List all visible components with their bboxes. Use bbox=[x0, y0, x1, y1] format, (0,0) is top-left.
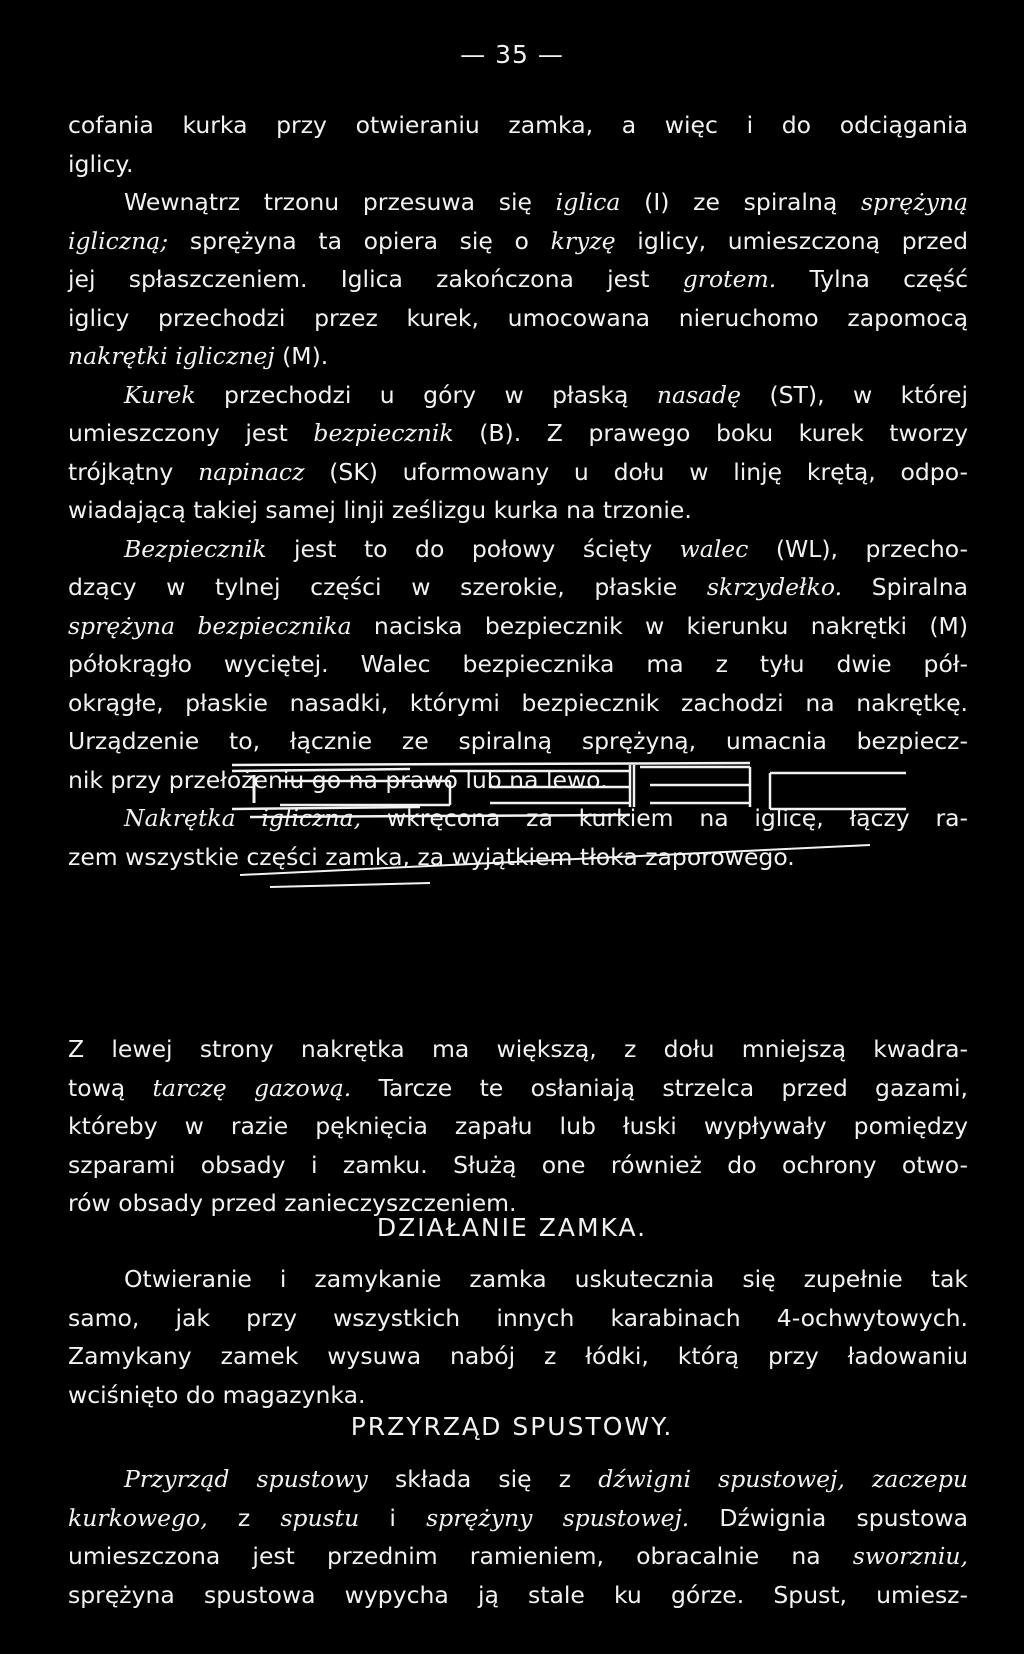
text-line bbox=[68, 1107, 968, 1146]
text-line bbox=[68, 376, 968, 415]
text-run: któreby w razie pęknięcia zapału lub łuski wypływały pomiędzy bbox=[68, 1112, 968, 1140]
italic-term: Przyrząd spustowy bbox=[124, 1465, 368, 1493]
section-heading-action: DZIAŁANIE ZAMKA. bbox=[376, 1213, 648, 1242]
text-run: umieszczony jest bbox=[68, 419, 314, 447]
text-line bbox=[68, 491, 968, 530]
italic-term: kurkowego, bbox=[68, 1503, 208, 1532]
italic-term: bezpiecznik bbox=[313, 419, 454, 447]
text-line bbox=[68, 1576, 968, 1615]
text-run: Dźwignia spustowa bbox=[689, 1503, 968, 1532]
text-line bbox=[68, 1069, 968, 1108]
text-run: (WL), przecho- bbox=[748, 534, 968, 563]
text-run: trójkątny bbox=[68, 457, 199, 486]
text-block-middle bbox=[68, 1030, 968, 1223]
text-line bbox=[68, 453, 968, 492]
italic-term: nakrętki iglicznej bbox=[68, 342, 275, 370]
text-run: i bbox=[359, 1503, 427, 1532]
text-run: półokrągło wyciętej. Walec bezpiecznika ma z tyłu dwie pół- bbox=[68, 650, 968, 678]
page-number: — 35 — bbox=[460, 40, 564, 69]
italic-term: napinacz bbox=[198, 457, 305, 486]
text-run: (B). Z prawego boku kurek tworzy bbox=[453, 419, 968, 447]
text-line bbox=[68, 1030, 968, 1069]
text-run: (ST), w której bbox=[741, 380, 968, 409]
italic-term: sworzniu, bbox=[852, 1542, 968, 1570]
text-run: sprężyna spustowa wypycha ją stale ku górze. Spust, umiesz- bbox=[68, 1580, 968, 1609]
text-run: (M). bbox=[274, 342, 329, 370]
text-line bbox=[68, 260, 968, 299]
italic-term: igliczną; bbox=[68, 226, 169, 255]
text-run: umieszczona jest przednim ramieniem, obracalnie na bbox=[68, 1542, 853, 1570]
italic-term: spustu bbox=[280, 1503, 360, 1532]
text-run: samo, jak przy wszystkich innych karabinach 4-ochwytowych. bbox=[68, 1303, 968, 1332]
text-run: przechodzi u góry w płaską bbox=[195, 380, 657, 409]
text-line bbox=[68, 607, 968, 646]
italic-term: Nakrętka igliczna, bbox=[124, 804, 362, 832]
text-run: składa się z bbox=[367, 1465, 599, 1493]
text-run: Wewnątrz trzonu przesuwa się bbox=[124, 188, 556, 216]
text-line bbox=[68, 568, 968, 607]
text-run: Spiralna bbox=[842, 573, 968, 601]
text-run: wkręcona za kurkiem na iglicę, łączy ra- bbox=[361, 804, 968, 832]
text-run: (I) ze spiralną bbox=[620, 188, 861, 216]
italic-term: grotem. bbox=[682, 265, 777, 293]
italic-term: Kurek bbox=[124, 380, 196, 409]
text-line bbox=[68, 1146, 968, 1185]
text-line bbox=[68, 414, 968, 453]
text-run: (SK) uformowany u dołu w linję krętą, odpo- bbox=[304, 457, 968, 486]
italic-term: sprężyna bezpiecznika bbox=[68, 611, 352, 640]
italic-term: kryzę bbox=[550, 226, 616, 255]
firing-pin-figure bbox=[230, 745, 920, 910]
text-line bbox=[68, 1537, 968, 1576]
text-block-trigger bbox=[68, 1460, 968, 1614]
text-line bbox=[68, 1460, 968, 1499]
text-run: cofania kurka przy otwieraniu zamka, a więc i do odciągania bbox=[68, 111, 968, 139]
text-line bbox=[68, 684, 968, 723]
text-line bbox=[68, 106, 968, 145]
text-run: wiadającą takiej samej linji ześlizgu kurka na trzonie. bbox=[68, 496, 692, 524]
figure-line bbox=[240, 845, 870, 875]
text-line bbox=[68, 145, 968, 184]
text-line bbox=[68, 1299, 968, 1338]
italic-term: walec bbox=[679, 534, 749, 563]
text-line bbox=[68, 183, 968, 222]
italic-term: sprężyny spustowej. bbox=[426, 1503, 690, 1532]
text-line bbox=[68, 1337, 968, 1376]
italic-term: sprężyną bbox=[860, 188, 968, 216]
text-run: dzący w tylnej części w szerokie, płaskie bbox=[68, 573, 707, 601]
figure-line bbox=[232, 807, 420, 809]
text-run: Urządzenie to, łącznie ze spiralną sprężyną, umacnia bezpiecz- bbox=[68, 727, 968, 755]
figure-line bbox=[232, 769, 410, 771]
italic-term: iglica bbox=[555, 188, 621, 216]
text-run: sprężyna ta opiera się o bbox=[168, 226, 551, 255]
italic-term: nasadę bbox=[656, 380, 742, 409]
italic-term: dźwigni spustowej, zaczepu bbox=[598, 1465, 968, 1493]
italic-term: tarczę gazową. bbox=[152, 1073, 352, 1102]
text-run: nik przy przełożeniu go na prawo lub na lewo. bbox=[68, 765, 608, 794]
text-line bbox=[68, 222, 968, 261]
text-line bbox=[68, 337, 968, 376]
text-run: tową bbox=[68, 1073, 153, 1102]
text-run: naciska bezpiecznik w kierunku nakrętki (M) bbox=[351, 611, 968, 640]
text-run: jej spłaszczeniem. Iglica zakończona jest bbox=[68, 265, 683, 293]
text-run: Z lewej strony nakrętka ma większą, z dołu mniejszą kwadra- bbox=[68, 1035, 968, 1063]
text-line bbox=[68, 530, 968, 569]
text-run: zem wszystkie części zamka, za wyjątkiem tłoka zaporowego. bbox=[68, 842, 795, 871]
section-heading-trigger: PRZYRZĄD SPUSTOWY. bbox=[350, 1412, 674, 1441]
text-run: jest to do połowy ścięty bbox=[266, 534, 680, 563]
text-line bbox=[68, 1499, 968, 1538]
text-line bbox=[68, 299, 968, 338]
text-line bbox=[68, 645, 968, 684]
figure-line bbox=[250, 815, 630, 817]
text-run: Tarcze te osłaniają strzelca przed gazami, bbox=[351, 1073, 969, 1102]
text-run: z bbox=[207, 1503, 281, 1532]
text-block-action bbox=[68, 1260, 968, 1414]
text-run: iglicy przechodzi przez kurek, umocowana nieruchomo zapomocą bbox=[68, 303, 968, 332]
text-line bbox=[68, 1260, 968, 1299]
text-run: Otwieranie i zamykanie zamka uskutecznia się zupełnie tak bbox=[124, 1265, 968, 1293]
italic-term: skrzydełko. bbox=[706, 573, 843, 601]
italic-term: Bezpiecznik bbox=[124, 534, 267, 563]
text-run: iglicy, umieszczoną przed bbox=[615, 226, 968, 255]
text-run: wciśnięto do magazynka. bbox=[68, 1380, 366, 1409]
text-run: okrągłe, płaskie nasadki, którymi bezpiecznik zachodzi na nakrętkę. bbox=[68, 688, 968, 717]
figure-line bbox=[270, 883, 430, 887]
figure-line bbox=[232, 763, 750, 765]
text-run: Zamykany zamek wysuwa nabój z łódki, którą przy ładowaniu bbox=[68, 1342, 968, 1370]
text-line bbox=[68, 1376, 968, 1415]
text-run: Tylna część bbox=[776, 265, 968, 293]
text-run: rów obsady przed zanieczyszczeniem. bbox=[68, 1189, 517, 1217]
text-run: iglicy. bbox=[68, 149, 134, 178]
text-run: szparami obsady i zamku. Służą one również do ochrony otwo- bbox=[68, 1150, 968, 1179]
